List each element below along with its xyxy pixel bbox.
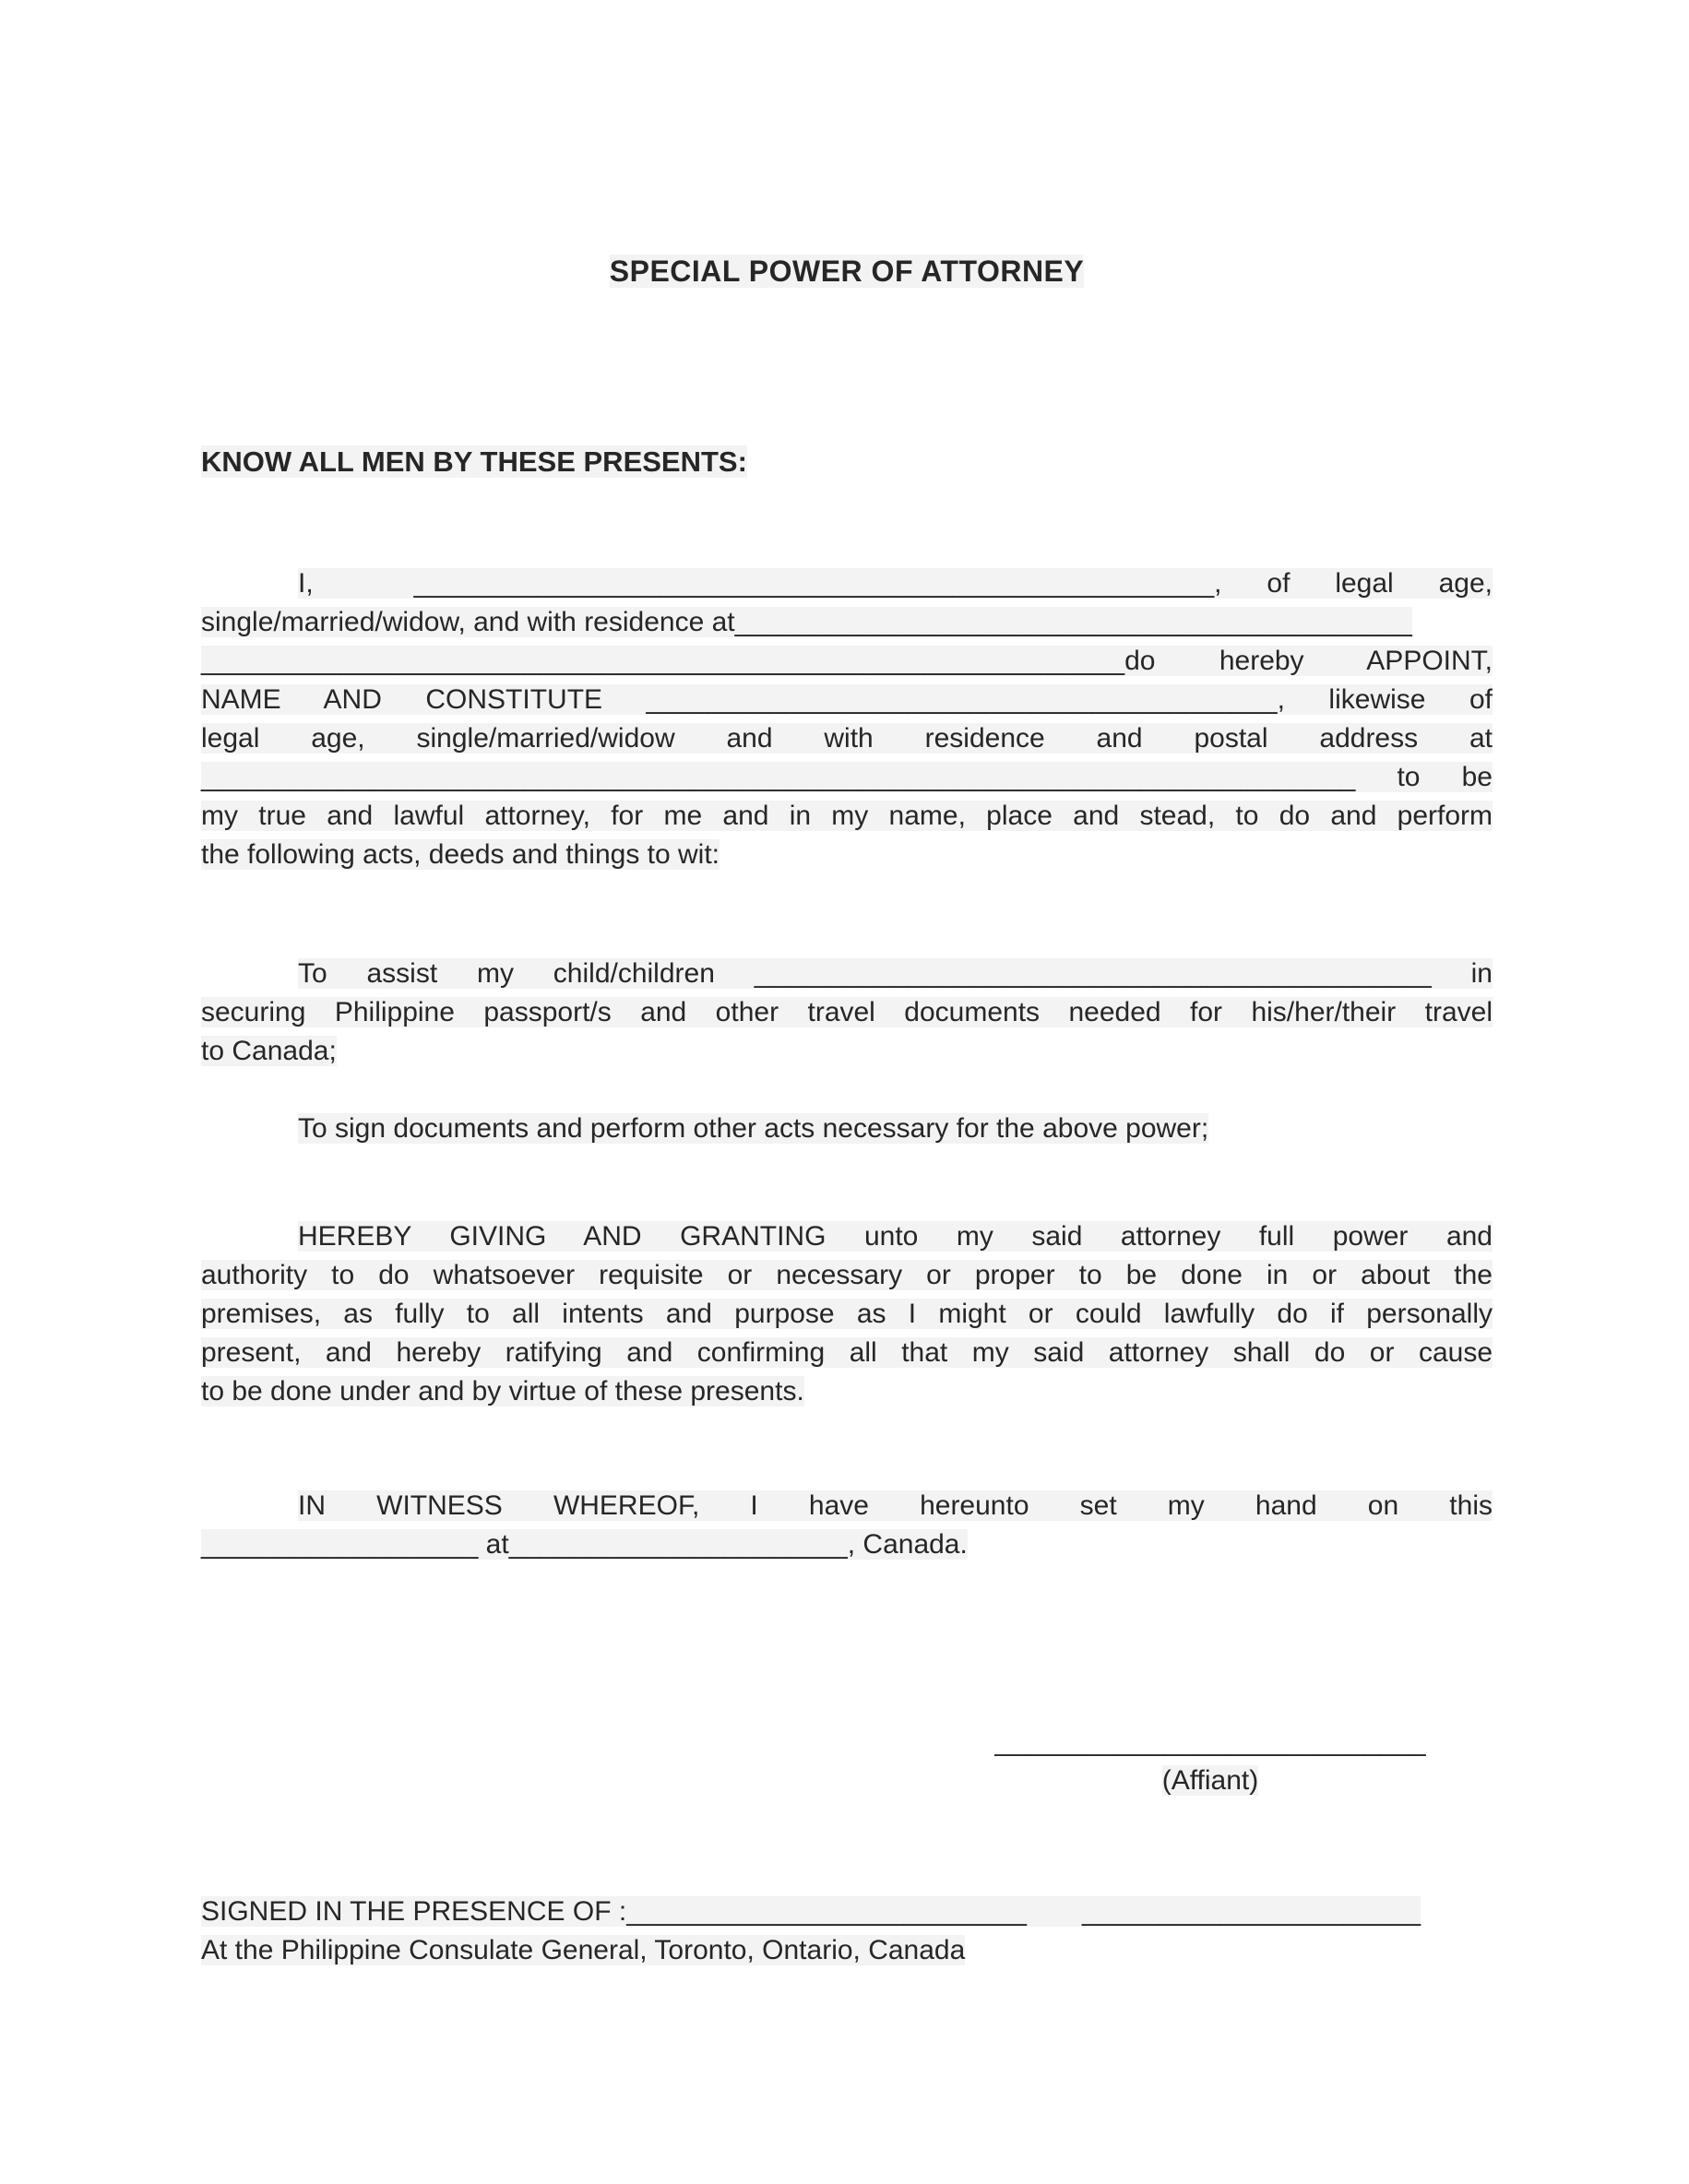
document-title: SPECIAL POWER OF ATTORNEY <box>609 255 1085 288</box>
text-line: __________________ at______________________, Canada. <box>201 1529 968 1560</box>
text-line: single/married/widow, and with residence at____________________________________________ <box>201 607 1412 637</box>
text-line: I, ____________________________________________________, of legal age, <box>298 568 1493 599</box>
text-line: present, and hereby ratifying and confirming all that my said attorney shall do or cause <box>201 1337 1493 1368</box>
text-line: IN WITNESS WHEREOF, I have hereunto set my hand on this <box>298 1490 1493 1521</box>
text-line: securing Philippine passport/s and other travel documents needed for his/her/their travel <box>201 997 1493 1027</box>
section-heading-row <box>201 443 1493 481</box>
affiant-signature-block <box>989 1723 1432 1800</box>
paragraph-sign-documents <box>201 1110 1493 1148</box>
text-line: NAME AND CONSTITUTE _________________________________________, likewise of <box>201 684 1493 715</box>
affiant-label: (Affiant) <box>1161 1765 1259 1796</box>
paragraph-granting <box>201 1217 1493 1411</box>
text-line: To assist my child/children ____________________________________________ in <box>298 958 1493 989</box>
text-line: To sign documents and perform other acts necessary for the above power; <box>298 1113 1209 1144</box>
consulate-line: At the Philippine Consulate General, Toronto, Ontario, Canada <box>201 1935 966 1965</box>
text-line: to Canada; <box>201 1036 337 1066</box>
text-line: premises, as fully to all intents and purpose as I might or could lawfully do if personally <box>201 1299 1493 1329</box>
section-heading: KNOW ALL MEN BY THESE PRESENTS: <box>201 445 747 478</box>
text-line: ____________________________________________________________do hereby APPOINT, <box>201 646 1493 676</box>
closing-block <box>201 1893 1493 1970</box>
text-line: ___________________________________________________________________________ to be <box>201 762 1493 792</box>
paragraph-assist-child <box>201 955 1493 1071</box>
witness-signature-line: SIGNED IN THE PRESENCE OF :__________________________ ______________________ <box>201 1896 1421 1927</box>
paragraph-appointment <box>201 564 1493 874</box>
signature-line: ____________________________ <box>994 1727 1426 1757</box>
text-line: authority to do whatsoever requisite or necessary or proper to be done in or about the <box>201 1260 1493 1290</box>
paragraph-witness <box>201 1487 1493 1564</box>
document-title-row <box>201 251 1493 291</box>
text-line: my true and lawful attorney, for me and in my name, place and stead, to do and perform <box>201 801 1493 831</box>
text-line: to be done under and by virtue of these presents. <box>201 1376 804 1407</box>
text-line: HEREBY GIVING AND GRANTING unto my said attorney full power and <box>298 1221 1493 1252</box>
text-line: the following acts, deeds and things to wit: <box>201 839 720 870</box>
text-line: legal age, single/married/widow and with residence and postal address at <box>201 723 1493 754</box>
